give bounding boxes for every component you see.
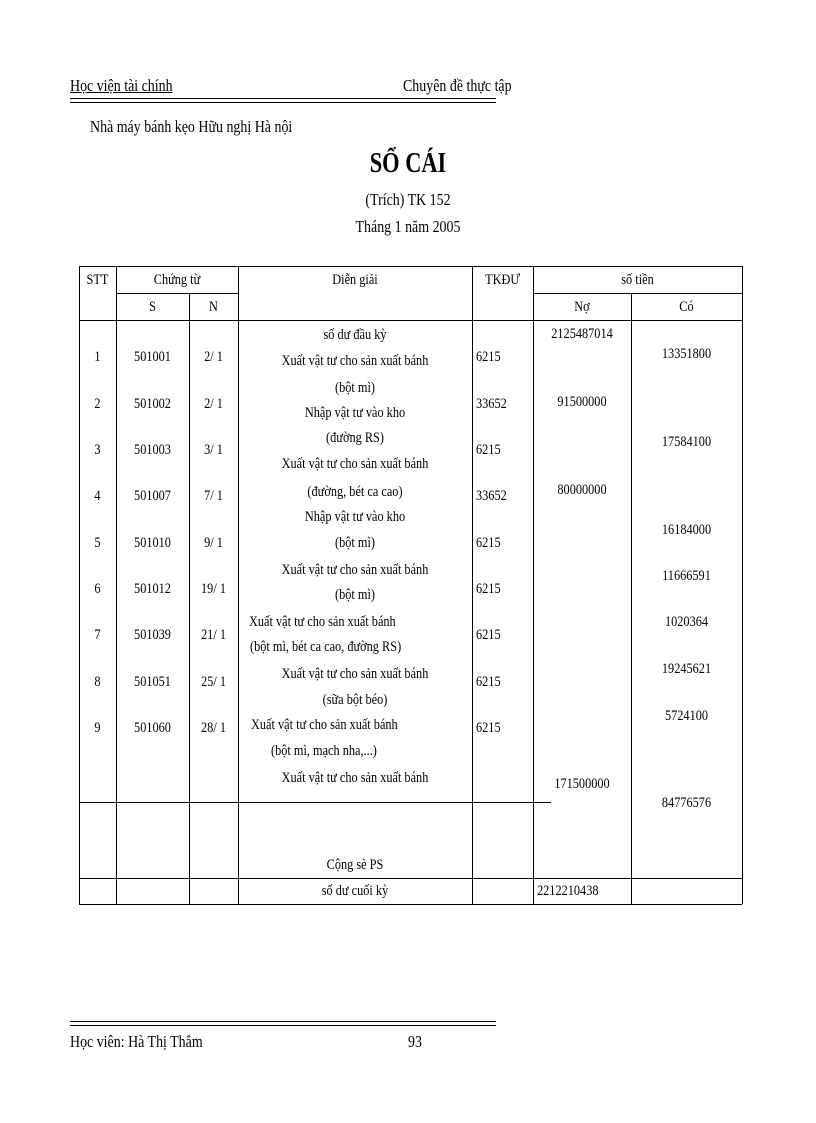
footer-student: Học viên: Hà Thị Thắm [70,1032,203,1051]
page-period: Tháng 1 năm 2005 [355,217,461,236]
table-line [79,878,742,879]
row-1-co: 13351800 [661,346,712,362]
page-subtitle: (Trích) TK 152 [365,190,451,209]
row-5-tk: 6215 [476,535,501,551]
opening-no: 2125487014 [551,326,613,342]
header-right: Chuyên đề thực tập [403,76,512,95]
col-header-sotien: số tiền [621,272,654,288]
row-5-stt: 5 [94,535,101,551]
desc-line: (bột mì) [335,380,375,396]
page-title: SỔ CÁI [369,148,447,179]
row-6-stt: 6 [94,581,101,597]
header-rule-2 [70,102,496,103]
row-5-co: 16184000 [661,522,712,538]
row-2-s: 501002 [134,396,171,412]
desc-line: Xuất vật tư cho sản xuất bánh [281,353,429,369]
row-9-co: 5724100 [664,708,709,724]
desc-line: Xuất vật tư cho sản xuất bánh [249,614,396,630]
desc-line: Xuất vật tư cho sản xuất bánh [281,562,429,578]
row-4-no: 80000000 [557,482,607,498]
col-header-diengiai: Diễn giải [332,272,378,288]
row-8-s: 501051 [134,674,171,690]
table-col-line [533,266,534,904]
total-label: Cộng sè PS [326,857,384,873]
desc-line: (bột mì) [335,587,375,603]
row-2-n: 2/ 1 [204,396,223,412]
desc-line: Nhập vật tư vào kho [304,509,406,525]
row-1-tk: 6215 [476,349,501,365]
row-7-co: 1020364 [664,614,709,630]
row-9-stt: 9 [94,720,101,736]
closing-label: số dư cuối kỳ [321,883,389,899]
footer-rule [70,1021,496,1022]
row-8-co: 19245621 [661,661,712,677]
table-total-line [79,802,551,803]
row-9-tk: 6215 [476,720,501,736]
row-6-tk: 6215 [476,581,501,597]
table-border-bottom [79,904,742,905]
col-header-n: N [209,299,218,315]
header-left: Học viện tài chính [70,76,173,95]
row-3-tk: 6215 [476,442,501,458]
total-no: 171500000 [554,776,610,792]
row-5-n: 9/ 1 [204,535,223,551]
col-header-s: S [149,299,156,315]
header-rule [70,98,496,99]
row-8-n: 25/ 1 [201,674,226,690]
table-line [533,293,742,294]
desc-line: (đường, bét ca cao) [307,484,403,500]
closing-no: 2212210438 [537,883,599,899]
row-6-s: 501012 [134,581,171,597]
table-border-right [742,266,743,904]
row-4-stt: 4 [94,488,101,504]
row-3-co: 17584100 [661,434,712,450]
col-header-no: Nợ [574,299,590,315]
table-col-line [631,293,632,904]
row-5-s: 501010 [134,535,171,551]
row-3-s: 501003 [134,442,171,458]
col-header-chungtu: Chứng từ [153,272,201,288]
table-border-top [79,266,742,267]
row-6-co: 11666591 [662,568,711,584]
desc-line: (bột mì, mạch nha,...) [271,743,377,759]
row-7-n: 21/ 1 [201,627,226,643]
footer-rule-2 [70,1025,496,1026]
desc-line: (bột mì) [335,535,375,551]
desc-line: Xuất vật tư cho sản xuất bánh [281,666,429,682]
table-col-line [238,266,239,904]
desc-line: (sữa bột béo) [322,692,388,708]
row-7-stt: 7 [94,627,101,643]
row-8-tk: 6215 [476,674,501,690]
row-8-stt: 8 [94,674,101,690]
total-co: 84776576 [661,795,712,811]
row-9-s: 501060 [134,720,171,736]
table-border-left [79,266,80,904]
page-number: 93 [408,1032,422,1051]
desc-line: Xuất vật tư cho sản xuất bánh [281,456,429,472]
desc-line: (bột mì, bét ca cao, đường RS) [250,639,402,655]
company-name: Nhà máy bánh kẹo Hữu nghị Hà nội [90,117,293,136]
table-col-line [116,266,117,904]
row-1-s: 501001 [134,349,171,365]
row-9-n: 28/ 1 [201,720,226,736]
row-1-n: 2/ 1 [204,349,223,365]
row-7-s: 501039 [134,627,171,643]
col-header-co: Có [679,299,694,315]
row-4-tk: 33652 [476,488,507,504]
table-col-line [189,293,190,904]
row-6-n: 19/ 1 [201,581,226,597]
table-line [116,293,238,294]
row-3-n: 3/ 1 [204,442,223,458]
row-1-stt: 1 [94,349,101,365]
row-4-n: 7/ 1 [204,488,223,504]
row-2-tk: 33652 [476,396,507,412]
desc-line: Nhập vật tư vào kho [304,405,406,421]
table-header-bottom [79,320,742,321]
col-header-stt: STT [86,272,109,288]
col-header-tkdu: TKĐƯ [485,272,520,288]
opening-label: số dư đầu kỳ [323,327,387,343]
row-4-s: 501007 [134,488,171,504]
row-7-tk: 6215 [476,627,501,643]
table-col-line [472,266,473,904]
row-3-stt: 3 [94,442,101,458]
desc-line: (đường RS) [326,430,384,446]
row-2-stt: 2 [94,396,101,412]
desc-line: Xuất vật tư cho sản xuất bánh [251,717,398,733]
desc-line: Xuất vật tư cho sản xuất bánh [281,770,429,786]
row-2-no: 91500000 [557,394,607,410]
